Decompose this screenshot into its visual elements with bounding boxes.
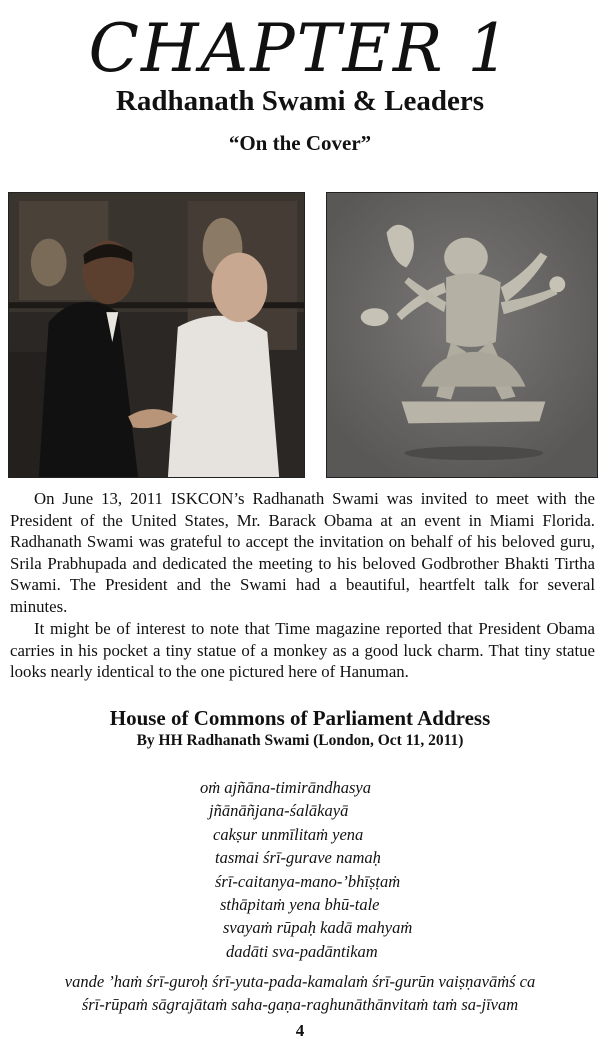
verse-line: svayaṁ rūpaḥ kadā mahyaṁ	[223, 918, 413, 938]
chapter-subtitle: Radhanath Swami & Leaders	[115, 85, 485, 117]
body-paragraph-2: It might be of interest to note that Time magazine reported that President Obama carries in his pocket a tiny statue of a monkey as a good luck charm. That tiny statue looks nearly identical to the one pictured here of Hanuman.	[10, 619, 595, 682]
verse-final-line: śrī-rūpaṁ sāgrajātaṁ saha-gaṇa-raghunāthānvitaṁ taṁ sa-jīvam	[81, 995, 519, 1014]
cover-caption: “On the Cover”	[228, 131, 372, 155]
photo-handshake-icon	[9, 193, 304, 477]
statue-hanuman-icon	[327, 193, 597, 477]
verse-line: oṁ ajñāna-timirāndhasya	[200, 778, 371, 797]
photo-handshake	[8, 192, 305, 478]
verse-line: śrī-caitanya-mano-’bhīṣṭaṁ	[215, 871, 401, 891]
verse-line: cakṣur unmīlitaṁ yena	[213, 824, 364, 844]
verse-final-block	[0, 970, 600, 1016]
chapter-heading: CHAPTER 1	[88, 10, 512, 87]
verse-line: dadāti sva-padāntikam	[226, 941, 378, 961]
verse-line: sthāpitaṁ yena bhū-tale	[220, 895, 380, 915]
page-number: 4	[295, 1021, 305, 1040]
verse-final-line: vande ’haṁ śrī-guroḥ śrī-yuta-pada-kamalaṁ śrī-gurūn vaiṣṇavāṁś ca	[64, 972, 536, 991]
section-byline: By HH Radhanath Swami (London, Oct 11, 2011)	[136, 732, 464, 749]
verse-line: tasmai śrī-gurave namaḥ	[215, 848, 381, 868]
verse-block	[200, 776, 530, 963]
photo-hanuman-statue	[326, 192, 598, 478]
verse-line: jñānāñjana-śalākayā	[209, 801, 349, 821]
body-paragraph-1: On June 13, 2011 ISKCON’s Radhanath Swami was invited to meet with the President of the United States, Mr. Barack Obama at an event in Miami Florida. Radhanath Swami was grateful to accept the invitation on behalf of his beloved guru, Srila Prabhupada and dedicated the meeting to his beloved Godbrother Bhakti Tirtha Swami. The President and the Swami had a beautiful, heartfelt talk for several minutes.	[10, 489, 595, 616]
section-title: House of Commons of Parliament Address	[109, 706, 491, 730]
